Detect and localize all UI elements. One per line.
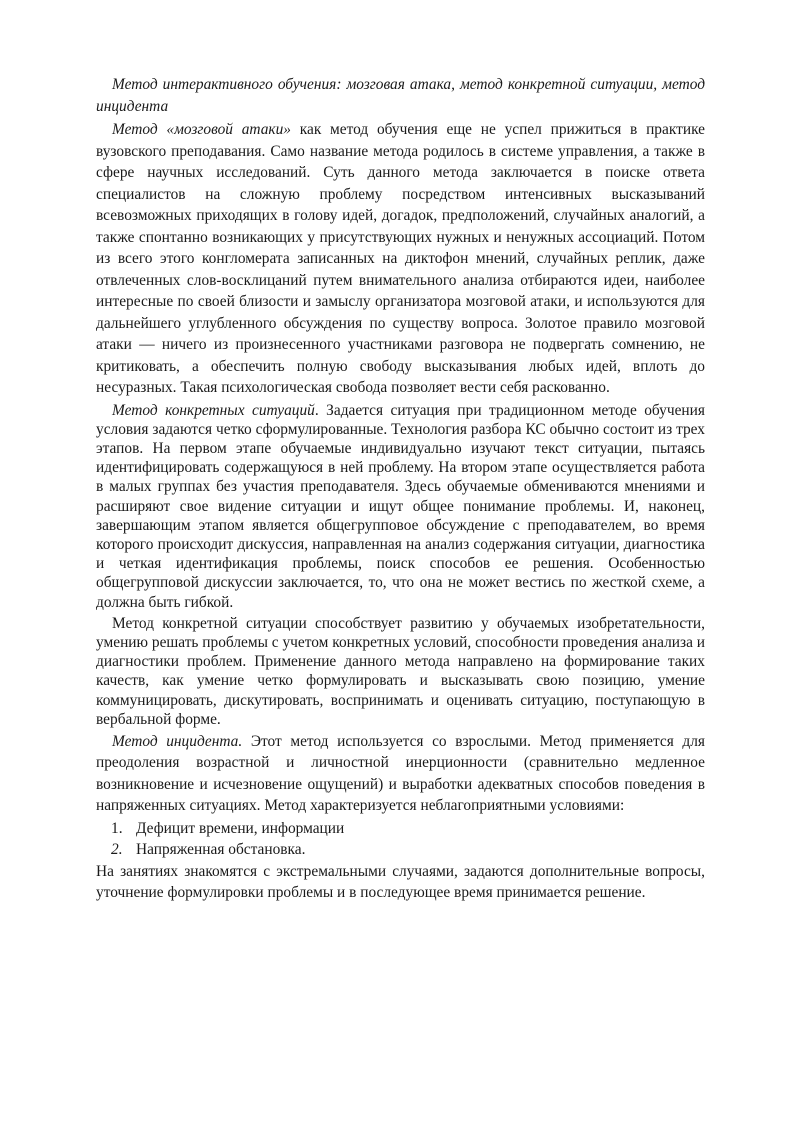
- paragraph-case-method: [96, 401, 705, 612]
- list-item-text: Напряженная обстановка.: [136, 841, 306, 859]
- paragraph-conclusion-text: На занятиях знакомятся с экстремальными случаями, задаются дополнительные вопросы, уточнение формулировки проблемы и в последующее время принимается решение.: [96, 862, 705, 902]
- document-page: [96, 74, 705, 904]
- list-item-number: 2.: [111, 841, 123, 859]
- list-item: [96, 818, 705, 840]
- term-brainstorm: Метод «мозговой атаки»: [112, 121, 291, 138]
- list-item: [96, 839, 705, 861]
- term-case-method: Метод конкретных ситуаций: [112, 401, 315, 419]
- conditions-list: [96, 818, 705, 861]
- paragraph-brainstorm-text: как метод обучения еще не успел прижиться в практике вузовского преподавания. Само название метода родилось в системе управления, а также в сфере научных исследований. Суть данного метода заключается в поиске ответа специалистов на сложную проблему посредством интенсивных высказываний всевозможных приходящих в голову идей, догадок, предположений, случайных аналогий, а также спонтанно возникающих у присутствующих нужных и ненужных ассоциаций. Потом из всего этого конгломерата записанных на диктофон мнений, случайных реплик, даже отвлеченных слов-восклицаний путем внимательного анализа отбираются идеи, наиболее интересные по своей близости и замыслу организатора мозговой атаки, и используются для дальнейшего углубленного обсуждения по существу вопроса. Золотое правило мозговой атаки — ничего из произнесенного участниками разговора не подвергать сомнению, не критиковать, а обеспечить полную свободу высказывания любых идей, вплоть до несуразных. Такая психологическая свобода позволяет вести себя раскованно.: [96, 121, 705, 396]
- list-item-number: 1.: [111, 819, 123, 837]
- paragraph-incident-method-text: Этот метод используется со взрослыми. Метод применяется для преодоления возрастной и личностной инерционности (сравнительно медленное возникновение и исчезновение ощущений) и выработки адекватных способов поведения в напряженных ситуациях. Метод характеризуется неблагоприятными условиями:: [96, 732, 706, 815]
- paragraph-case-benefits-text: Метод конкретной ситуации способствует развитию у обучаемых изобретательности, умению решать проблемы с учетом конкретных условий, способности проведения анализа и диагностики проблем. Применение данного метода направлено на формирование таких качеств, как умение четко формулировать и высказывать свою позицию, умение коммуницировать, дискутировать, воспринимать и оценивать ситуацию, поступающую в вербальной форме.: [96, 614, 705, 728]
- paragraph-brainstorm: [96, 119, 705, 399]
- paragraph-incident-method: [96, 731, 705, 817]
- section-heading: [96, 74, 705, 117]
- paragraph-case-method-text: . Задается ситуация при традиционном методе обучения условия задаются четко сформулированные. Технология разбора КС обычно состоит из трех этапов. На первом этапе обучаемые индивидуально изучают текст ситуации, пытаясь идентифицировать содержащуюся в ней проблему. На втором этапе осуществляется работа в малых группах без участия преподавателя. Здесь обучаемые обмениваются мнениями и расширяют свое видение ситуации и ищут общее понимание проблемы. И, наконец, завершающим этапом является общегрупповое обсуждение с преподавателем, во время которого происходит дискуссия, направленная на анализ содержания ситуации, диагностика и четкая идентификация проблемы, поиск способов ее решения. Особенностью общегрупповой дискуссии заключается, то, что она не может вестись по жесткой схеме, а должна быть гибкой.: [96, 401, 705, 611]
- paragraph-case-benefits: [96, 614, 705, 729]
- term-incident-method: Метод инцидента.: [112, 732, 243, 750]
- list-item-text: Дефицит времени, информации: [136, 819, 345, 837]
- heading-text: Метод интерактивного обучения: мозговая атака, метод конкретной ситуации, метод инцидента: [96, 76, 705, 115]
- paragraph-conclusion: [96, 861, 705, 904]
